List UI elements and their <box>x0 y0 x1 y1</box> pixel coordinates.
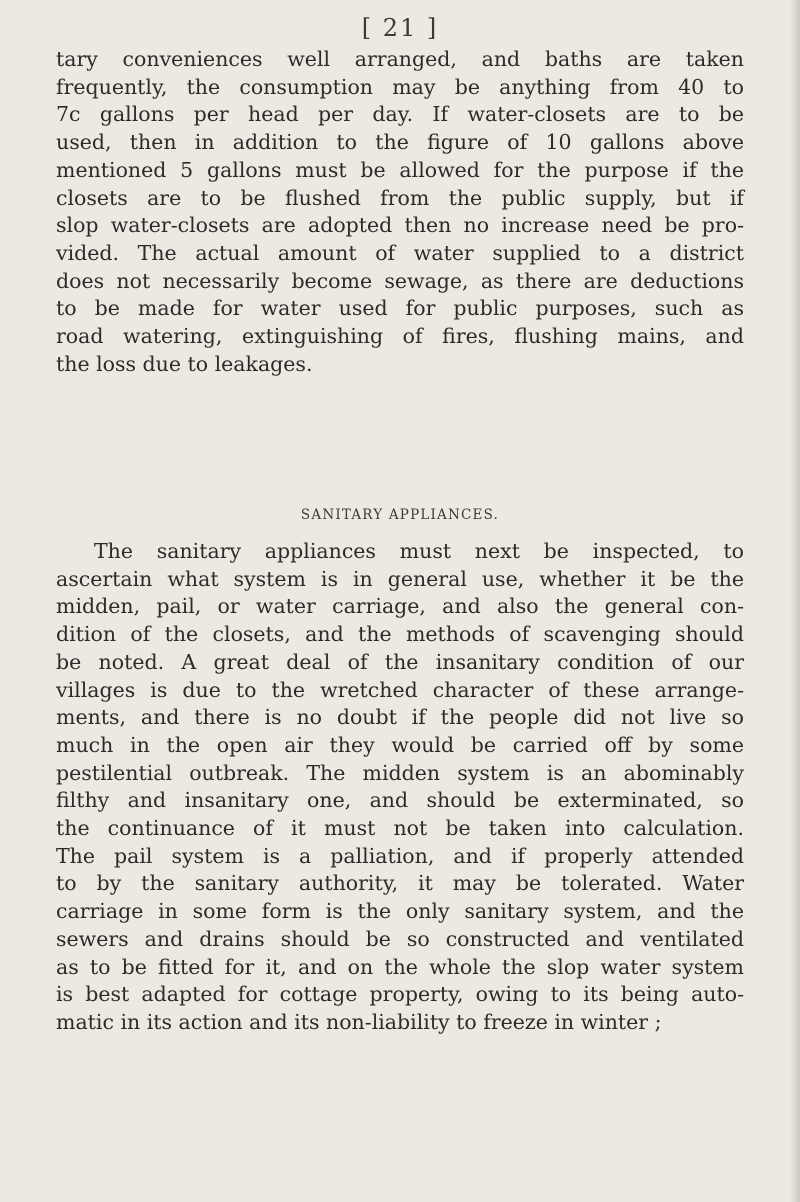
paragraph-water-supply <box>56 46 744 378</box>
text-line: midden, pail, or water carriage, and also the general con- <box>56 594 744 619</box>
text-line: villages is due to the wretched character of these arrange- <box>56 677 744 702</box>
text-line: matic in its action and its non-liability to freeze in winter ; <box>56 1009 662 1034</box>
text-line: carriage in some form is the only sanitary system, and the <box>56 899 744 924</box>
text-line: slop water-closets are adopted then no increase need be pro- <box>56 213 744 238</box>
text-line: sewers and drains should be so constructed and ventilated <box>56 926 744 951</box>
text-line: pestilential outbreak. The midden system is an abominably <box>56 760 744 785</box>
text-line: does not necessarily become sewage, as there are deductions <box>56 268 744 293</box>
text-line: mentioned 5 gallons must be allowed for the purpose if the <box>56 157 744 182</box>
text-line: be noted. A great deal of the insanitary condition of our <box>56 649 744 674</box>
text-line: to be made for water used for public purposes, such as <box>56 296 744 321</box>
text-line: filthy and insanitary one, and should be exterminated, so <box>56 788 744 813</box>
text-line: to by the sanitary authority, it may be tolerated. Water <box>56 871 744 896</box>
text-line: used, then in addition to the figure of 10 gallons above <box>56 130 744 155</box>
text-line: The pail system is a palliation, and if properly attended <box>56 843 744 868</box>
text-line: is best adapted for cottage property, owing to its being auto- <box>56 982 744 1007</box>
section-heading: SANITARY APPLIANCES. <box>300 507 500 523</box>
text-line: The sanitary appliances must next be inspected, to <box>94 539 744 563</box>
text-line: tary conveniences well arranged, and baths are taken <box>56 47 744 71</box>
text-line: vided. The actual amount of water supplied to a district <box>56 240 744 265</box>
text-line: frequently, the consumption may be anything from 40 to <box>56 74 744 99</box>
text-line: dition of the closets, and the methods of scavenging should <box>56 622 744 647</box>
text-line: much in the open air they would be carried off by some <box>56 732 744 757</box>
text-line: as to be fitted for it, and on the whole the slop water system <box>56 954 744 979</box>
page-edge-shadow <box>790 0 800 1202</box>
text-line: 7c gallons per head per day. If water-closets are to be <box>56 102 744 127</box>
text-line: ments, and there is no doubt if the people did not live so <box>56 705 744 730</box>
text-line: ascertain what system is in general use, whether it be the <box>56 566 744 591</box>
text-line: the continuance of it must not be taken into calculation. <box>56 816 744 841</box>
text-line: closets are to be flushed from the public supply, but if <box>56 185 744 210</box>
text-line: road watering, extinguishing of fires, flushing mains, and <box>56 324 744 349</box>
paragraph-sanitary-appliances <box>56 538 744 1037</box>
page-number: [ 21 ] <box>361 14 439 42</box>
text-line: the loss due to leakages. <box>56 351 313 376</box>
